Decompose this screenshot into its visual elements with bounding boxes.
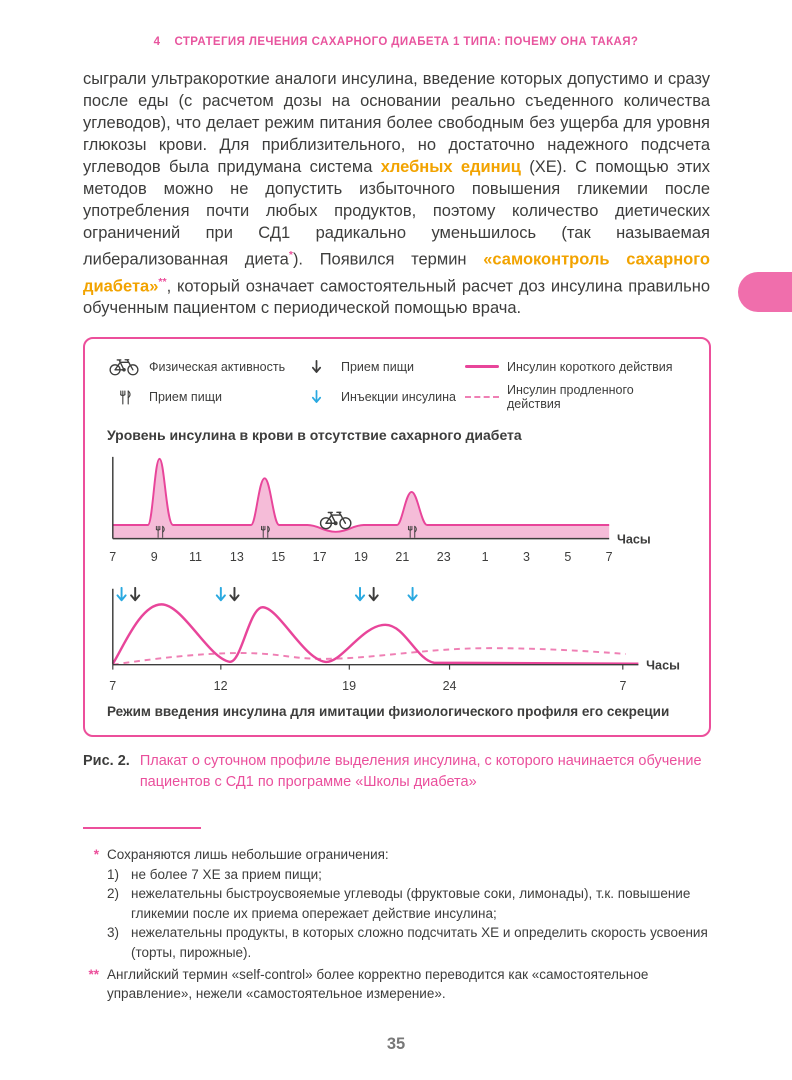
chart1-title: Уровень инсулина в крови в отсутствие сахарного диабета [107,427,522,443]
paragraph-text: сыграли ультракороткие аналоги инсулина, введение которых допустимо и сразу после еды (с расчетом дозы на основании реально съеденного количества углеводов), что делает режим питания более свободным без ущерба для уровня глюкозы крови. Для приблизительного, но достаточно надежного подсчета углеводов была придумана система [83,70,710,176]
chart1-ticks [105,550,689,567]
arrow-down-black-icon [299,360,333,374]
footnote-intro: Сохраняются лишь небольшие ограничения: [107,847,389,863]
highlight-self-control: «самоконтроль сахарного диабета» [83,250,710,295]
legend-item-long-insulin [465,383,689,411]
figure-caption-text: Плакат о суточном профиле выделения инсулина, с которого начинается обучение пациентов с СД1 по программе «Школы диабета» [139,752,702,790]
tick-label: 7 [605,550,613,565]
chart2-ticks [105,679,689,696]
chapter-edge-tab [738,272,792,312]
injection-arrow-icon [408,588,416,600]
footnotes [83,845,714,1004]
footnote-list [107,865,714,963]
legend-item-injections [299,383,465,411]
tick-label: 3 [522,550,530,565]
footnote-text: Английский термин «self-control» более корректно переводится как «самостоятельное управление», нежели «самостоятельное измерение». [107,966,649,1002]
arrow-down-blue-icon [299,390,333,404]
tick-label: 11 [189,550,203,565]
chart2-caption: Режим введения инсулина для имитации физиологического профиля его секреции [107,703,670,719]
injection-arrow-icon [356,588,364,600]
body-paragraph [83,68,710,319]
highlight-bread-units: хлебных единиц [380,158,521,176]
tick-label: 9 [150,550,158,565]
paragraph-text: , который означает самостоятельный расчет доз инсулина правильно обученным пациентом с периодической помощью врача. [83,277,710,317]
footnote-item-number: 1) [107,866,120,882]
footnote-list-item [107,923,714,962]
legend-item-short-insulin [465,357,689,376]
paragraph-text: ). Появился термин [292,250,484,269]
chart2-canvas [105,581,689,678]
chart1-physiological-insulin [105,453,689,567]
footnote-1 [83,845,714,962]
bicycle-icon [321,512,351,528]
footnote-list-item [107,865,714,885]
legend-item-meal-arrow [299,357,465,376]
footnote-item-number: 2) [107,886,120,902]
tick-label: 1 [481,550,489,565]
tick-label: 17 [312,550,327,565]
tick-label: 19 [354,550,368,565]
chart2-tickmarks [113,665,623,670]
solid-line-swatch [465,365,499,368]
figure-legend [107,357,689,411]
tick-label: 7 [619,678,627,693]
chart2-insulin-regimen [105,581,689,718]
tick-label: 5 [564,550,572,565]
bicycle-icon [107,357,141,376]
footnote-marker: * [93,847,99,863]
footnote-item-text: нежелательны быстроусвояемые углеводы (фруктовые соки, лимонады), т.к. повышение гликемии после их приема опережает действие инсулина; [131,886,691,921]
legend-label: Физическая активность [149,359,286,374]
page-number: 35 [386,1035,406,1053]
meal-arrow-icon [370,588,378,600]
legend-label: Инсулин короткого действия [507,359,673,374]
tick-label: 23 [436,550,451,565]
footnote-list-item [107,884,714,923]
tick-label: 19 [342,678,357,693]
footnote-marker-2: ** [158,275,167,288]
tick-label: 15 [271,550,286,565]
chart2-axis-label: Часы [646,658,680,673]
tick-label: 13 [229,550,244,565]
tick-label: 7 [109,678,117,693]
footnote-item-number: 3) [107,925,120,941]
footnote-separator [83,827,201,830]
chapter-number: 4 [153,36,161,48]
legend-label: Прием пищи [341,359,414,374]
meal-arrow-icon [131,588,139,600]
tick-label: 21 [395,550,410,565]
footnote-item-text: не более 7 ХЕ за прием пищи; [131,866,322,882]
page-header [0,36,792,48]
legend-label: Инсулин продленного действия [507,383,634,411]
footnote-2 [83,965,714,1004]
chart1-axis-label: Часы [616,532,651,547]
footnote-marker-1: * [288,249,293,261]
tick-label: 12 [213,678,228,693]
dashed-line-swatch [465,396,499,398]
legend-item-activity [107,357,299,376]
chart1-canvas [105,453,689,550]
footnote-marker: ** [88,966,99,982]
paragraph-text: (ХЕ). С помощью этих методов можно не допустить избыточного повышения гликемии после употребления почти любых продуктов, поэтому количество диетических ограничений при СД1 радикально уменьшилось (так называемая либерализованная диета [83,158,710,269]
legend-label: Инъекции инсулина [341,390,456,404]
injection-arrow-icon [117,588,125,600]
chart1-insulin-area [113,459,609,539]
chapter-title: СТРАТЕГИЯ ЛЕЧЕНИЯ САХАРНОГО ДИАБЕТА 1 ТИПА: ПОЧЕМУ ОНА ТАКАЯ? [174,36,639,48]
figure-box [83,337,711,737]
footnote-item-text: нежелательны продукты, в которых сложно подсчитать ХЕ и определить скорость усвоения (торты, пирожные). [131,925,708,960]
chart1-insulin-line [113,459,609,532]
legend-label: Прием пищи [149,390,222,404]
tick-label: 24 [442,678,457,693]
tick-label: 7 [109,550,117,565]
injection-arrow-icon [217,588,225,600]
cutlery-icon [107,390,141,405]
legend-item-meal-cutlery [107,383,299,411]
figure-caption [83,751,707,793]
meal-arrow-icon [230,588,238,600]
figure-caption-label: Рис. 2. [83,752,130,769]
